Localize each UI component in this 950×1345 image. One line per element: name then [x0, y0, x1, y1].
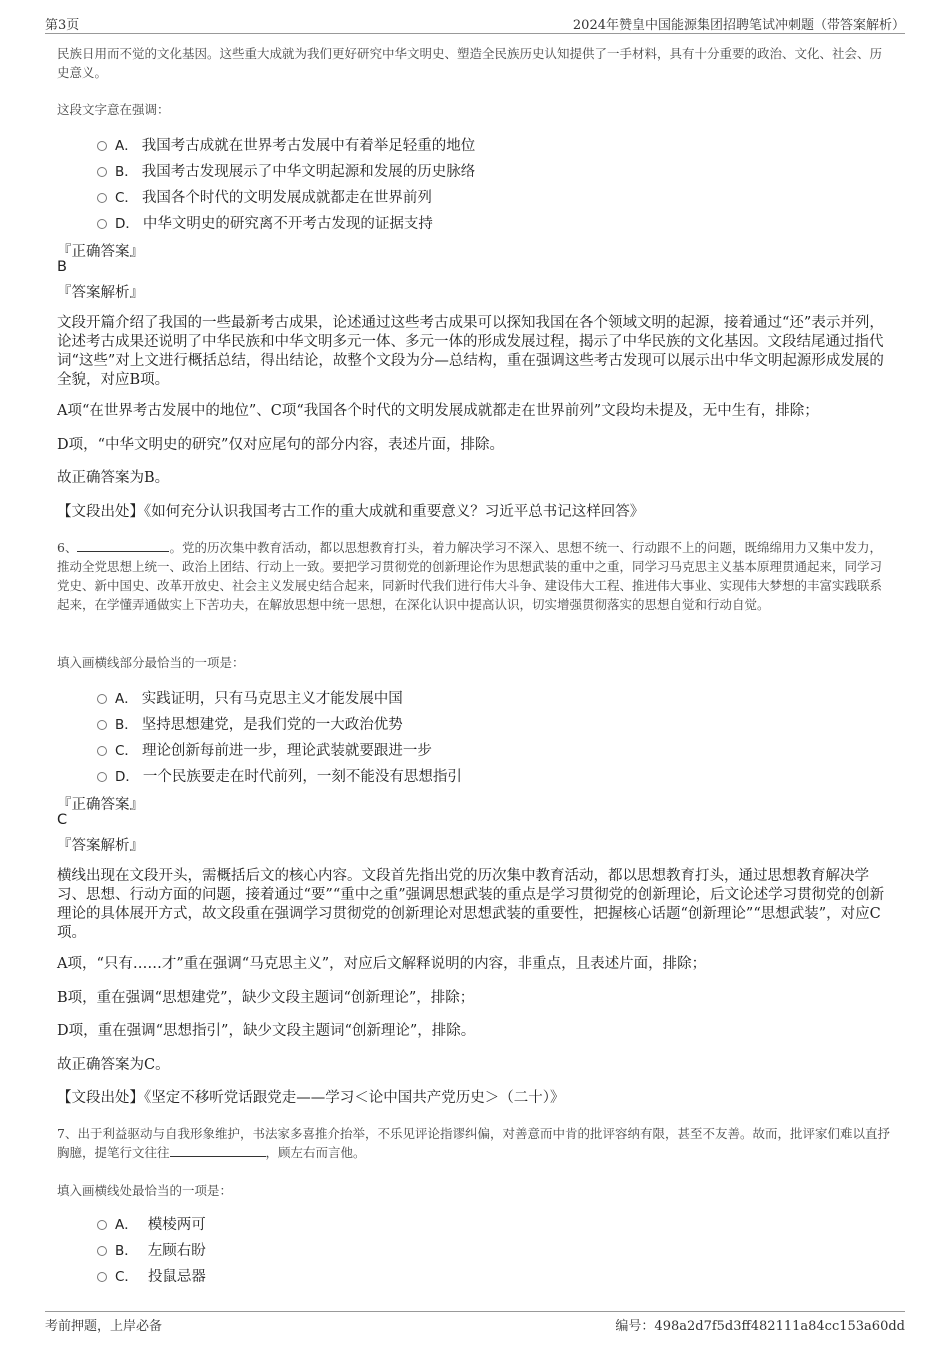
- q6-options: [97, 684, 462, 788]
- q6-stem: 6、 。党的历次集中教育活动，都以思想教育打头，着力解决学习不深入、思想不统一、行动跟不上的问题，既绵绵用力又集中发力，推动全党思想上统一、政治上团结、行动上一致。要把学习贯彻党的创新理论作为思想武装的重中之重，同学习马克思主义基本原理贯通起来，同学习党史、新中国史、改革开放史、社会主义发展史结合起来，同新时代我们进行伟大斗争、建设伟大工程、推进伟大事业、实现伟大梦想的丰富实践联系起来，在学懂弄通做实上下苦功夫，在解放思想中统一思想，在深化认识中提高认识，切实增强贯彻落实的思想自觉和行动自觉。: [57, 540, 883, 612]
- q5-answer-tag: 『正确答案』: [57, 244, 144, 260]
- document-serial: 编号：498a2d7f5d3ff482111a84cc153a60dd: [615, 1319, 905, 1334]
- q6-analysis-tag: 『答案解析』: [57, 838, 144, 854]
- q5-prompt: 这段文字意在强调：: [57, 102, 170, 117]
- radio-icon[interactable]: [97, 1272, 107, 1282]
- q5-option-b[interactable]: B． 我国考古发现展示了中华文明起源和发展的历史脉络: [97, 157, 475, 183]
- q6-option-d[interactable]: D． 一个民族要走在时代前列，一刻不能没有思想指引: [97, 762, 462, 788]
- q7-option-a[interactable]: A． 模棱两可: [97, 1210, 206, 1236]
- q6-answer: C: [57, 812, 68, 828]
- q7-blank: [170, 1145, 266, 1157]
- radio-icon[interactable]: [97, 694, 107, 704]
- radio-icon[interactable]: [97, 746, 107, 756]
- q5-analysis-p4: 故正确答案为B。: [57, 470, 170, 486]
- q6-analysis-p3: B项，重在强调“思想建党”，缺少文段主题词“创新理论”，排除；: [57, 990, 475, 1006]
- q7-option-c[interactable]: C． 投鼠忌器: [97, 1262, 206, 1288]
- q5-source: 【文段出处】《如何充分认识我国考古工作的重大成就和重要意义？习近平总书记这样回答》: [57, 504, 645, 520]
- q6-prompt: 填入画横线部分最恰当的一项是：: [57, 655, 245, 670]
- q7-option-b[interactable]: B． 左顾右盼: [97, 1236, 206, 1262]
- q6-blank: [77, 540, 169, 552]
- page-footer: [45, 1311, 905, 1335]
- q7-stem: 7、出于利益驱动与自我形象维护，书法家多喜推介抬举，不乐见评论指谬纠偏，对善意而中肯的批评容纳有限，甚至不友善。故而，批评家们难以直抒胸臆，提笔行文往往 ，顾左右而言他。: [57, 1126, 890, 1160]
- q6-source: 【文段出处】《坚定不移听党话跟党走——学习＜论中国共产党历史＞（二十）》: [57, 1090, 565, 1106]
- q5-stem: 民族日用而不觉的文化基因。这些重大成就为我们更好研究中华文明史、塑造全民族历史认知提供了一手材料，具有十分重要的政治、文化、社会、历史意义。: [57, 46, 883, 80]
- q5-options: [97, 131, 475, 235]
- radio-icon[interactable]: [97, 219, 107, 229]
- q6-analysis-p5: 故正确答案为C。: [57, 1057, 170, 1073]
- page-header: [45, 12, 905, 34]
- q5-analysis-p1: 文段开篇介绍了我国的一些最新考古成果，论述通过这些考古成果可以探知我国在各个领域文明的起源，接着通过“还”表示并列，论述考古成果还说明了中华民族和中华文明多元一体、多元一体的形成发展过程，揭示了中华民族的文化基因。文段结尾通过指代词“这些”对上文进行概括总结，得出结论，故整个文段为分—总结构，重在强调这些考古发现可以展示出中华文明起源形成发展的全貌，对应B项。: [57, 315, 884, 388]
- footer-slogan: 考前押题，上岸必备: [45, 1319, 163, 1334]
- document-title: 2024年赞皇中国能源集团招聘笔试冲刺题（带答案解析）: [572, 18, 905, 33]
- q6-option-c[interactable]: C． 理论创新每前进一步，理论武装就要跟进一步: [97, 736, 462, 762]
- q5-analysis-p2: A项“在世界考古发展中的地位”、C项“我国各个时代的文明发展成就都走在世界前列”文段均未提及，无中生有，排除；: [57, 403, 819, 419]
- q6-analysis-p2: A项，“只有……才”重在强调“马克思主义”，对应后文解释说明的内容，非重点，且表述片面，排除；: [57, 956, 707, 972]
- q5-option-a[interactable]: A． 我国考古成就在世界考古发展中有着举足轻重的地位: [97, 131, 475, 157]
- q6-option-b[interactable]: B． 坚持思想建党，是我们党的一大政治优势: [97, 710, 462, 736]
- radio-icon[interactable]: [97, 141, 107, 151]
- page-number: 第3页: [45, 18, 80, 33]
- q6-answer-tag: 『正确答案』: [57, 797, 144, 813]
- q5-answer: B: [57, 259, 67, 275]
- q5-analysis-p3: D项，“中华文明史的研究”仅对应尾句的部分内容，表述片面，排除。: [57, 437, 504, 453]
- q5-analysis-tag: 『答案解析』: [57, 285, 144, 301]
- radio-icon[interactable]: [97, 1220, 107, 1230]
- q7-prompt: 填入画横线处最恰当的一项是：: [57, 1183, 233, 1198]
- q6-option-a[interactable]: A． 实践证明，只有马克思主义才能发展中国: [97, 684, 462, 710]
- radio-icon[interactable]: [97, 720, 107, 730]
- q6-analysis-p1: 横线出现在文段开头，需概括后文的核心内容。文段首先指出党的历次集中教育活动，都以思想教育打头，通过思想教育解决学习、思想、行动方面的问题，接着通过“要”“重中之重”强调思想武装的重点是学习贯彻党的创新理论，后文论述学习贯彻党的创新理论的具体展开方式，故文段重在强调学习贯彻党的创新理论对思想武装的重要性，把握核心话题“创新理论”“思想武装”，对应C项。: [57, 868, 885, 941]
- radio-icon[interactable]: [97, 167, 107, 177]
- q5-option-d[interactable]: D． 中华文明史的研究离不开考古发现的证据支持: [97, 209, 475, 235]
- q5-option-c[interactable]: C． 我国各个时代的文明发展成就都走在世界前列: [97, 183, 475, 209]
- radio-icon[interactable]: [97, 772, 107, 782]
- radio-icon[interactable]: [97, 193, 107, 203]
- radio-icon[interactable]: [97, 1246, 107, 1256]
- q6-analysis-p4: D项，重在强调“思想指引”，缺少文段主题词“创新理论”，排除。: [57, 1023, 476, 1039]
- q7-options: [97, 1210, 206, 1288]
